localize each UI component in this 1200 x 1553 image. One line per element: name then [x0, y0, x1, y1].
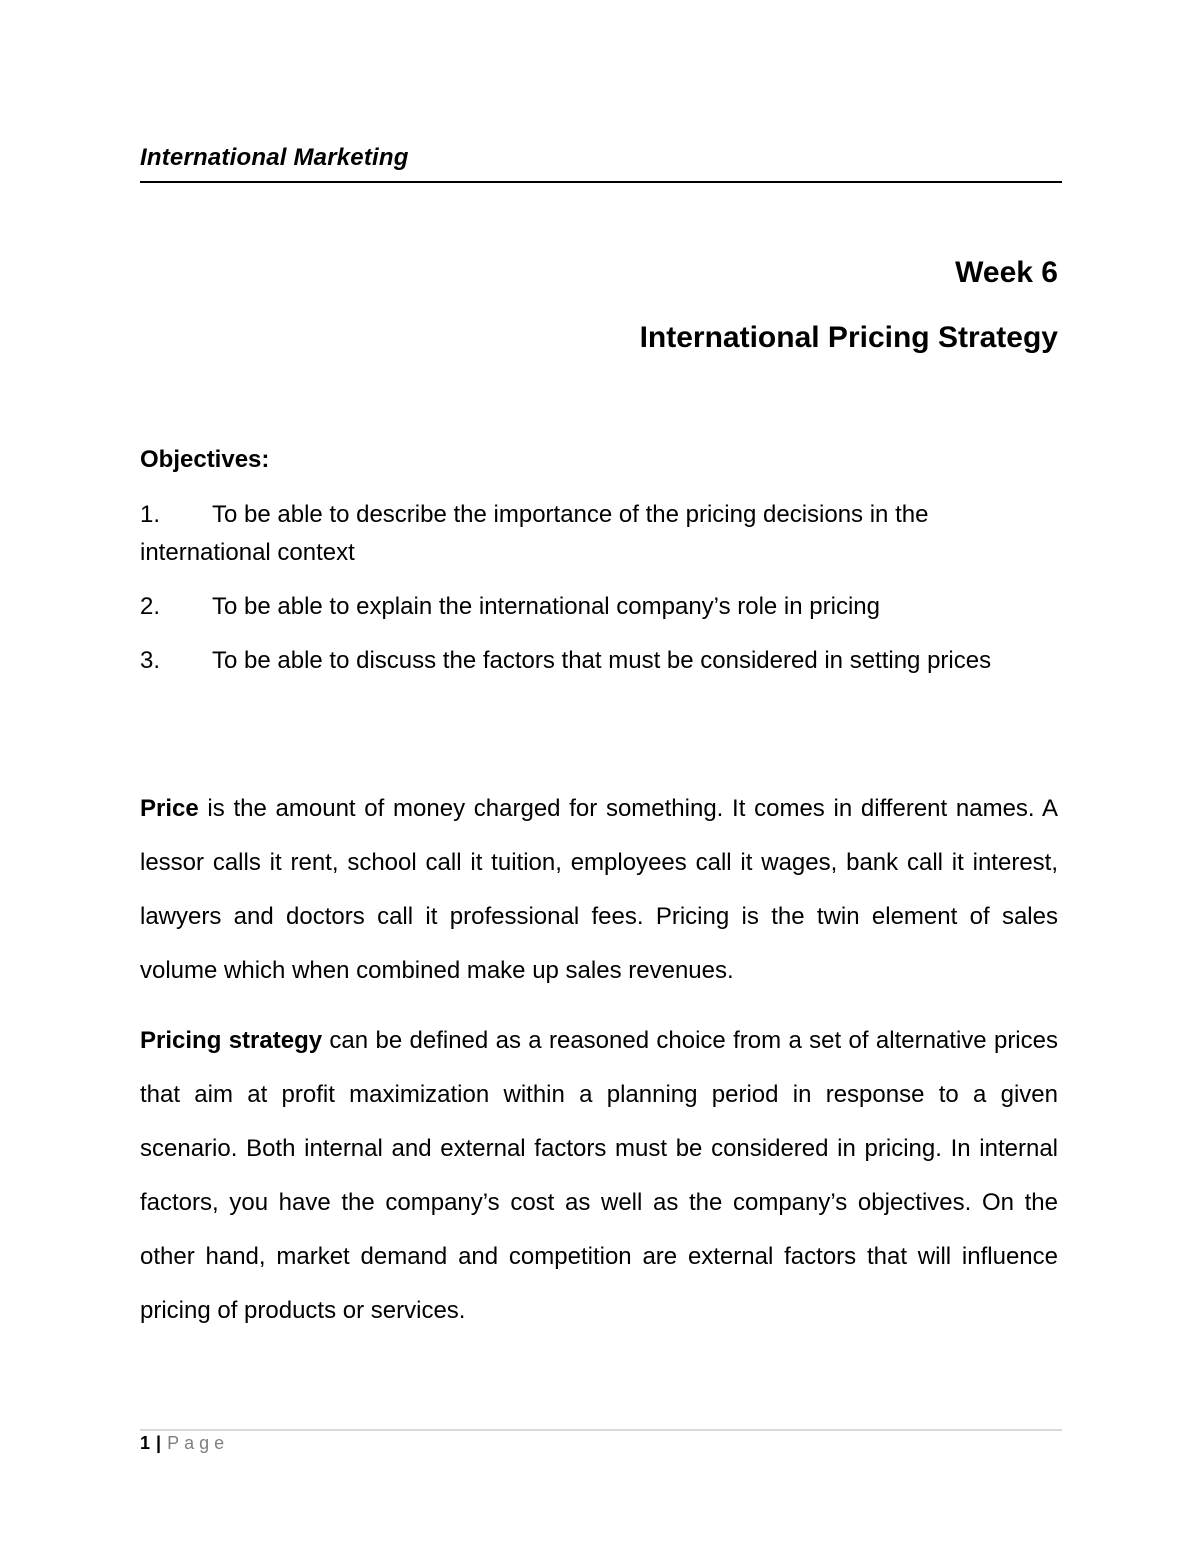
week-label: Week 6	[955, 256, 1058, 289]
footer-divider	[140, 1429, 1062, 1431]
page-label: Page	[167, 1433, 230, 1453]
objective-item	[140, 496, 1040, 572]
objective-text: To be able to explain the international company’s role in pricing	[212, 593, 880, 620]
objective-item	[140, 642, 1040, 680]
price-term: Price	[140, 795, 199, 822]
page-footer	[140, 1433, 229, 1454]
footer-separator: |	[156, 1433, 162, 1453]
pricing-strategy-definition: can be defined as a reasoned choice from a set of alternative prices that aim at profit maximization within a planning period in response to a given scenario. Both internal and external factors must be considered in pricing. In internal factors, you have the company’s cost as well as the company’s objectives. On the other hand, market demand and competition are external factors that will influence pricing of products or services.	[140, 1027, 1058, 1324]
objective-text: To be able to describe the importance of the pricing decisions in the international context	[140, 501, 929, 566]
objectives-heading: Objectives:	[140, 446, 270, 473]
price-paragraph	[140, 782, 1058, 998]
objectives-list	[140, 496, 1040, 696]
header-title: International Marketing	[140, 144, 409, 171]
objective-text: To be able to discuss the factors that must be considered in setting prices	[212, 647, 992, 674]
pricing-strategy-term: Pricing strategy	[140, 1027, 323, 1054]
objective-number: 3.	[140, 647, 161, 674]
header-divider	[140, 181, 1062, 183]
pricing-strategy-paragraph	[140, 1014, 1058, 1338]
page-title: International Pricing Strategy	[639, 321, 1058, 354]
page-number: 1	[140, 1433, 151, 1453]
objective-item	[140, 588, 1040, 626]
objective-number: 2.	[140, 593, 161, 620]
price-definition: is the amount of money charged for something. It comes in different names. A lessor calls it rent, school call it tuition, employees call it wages, bank call it interest, lawyers and doctors call it professional fees. Pricing is the twin element of sales volume which when combined make up sales revenues.	[140, 795, 1058, 984]
objective-number: 1.	[140, 501, 161, 528]
